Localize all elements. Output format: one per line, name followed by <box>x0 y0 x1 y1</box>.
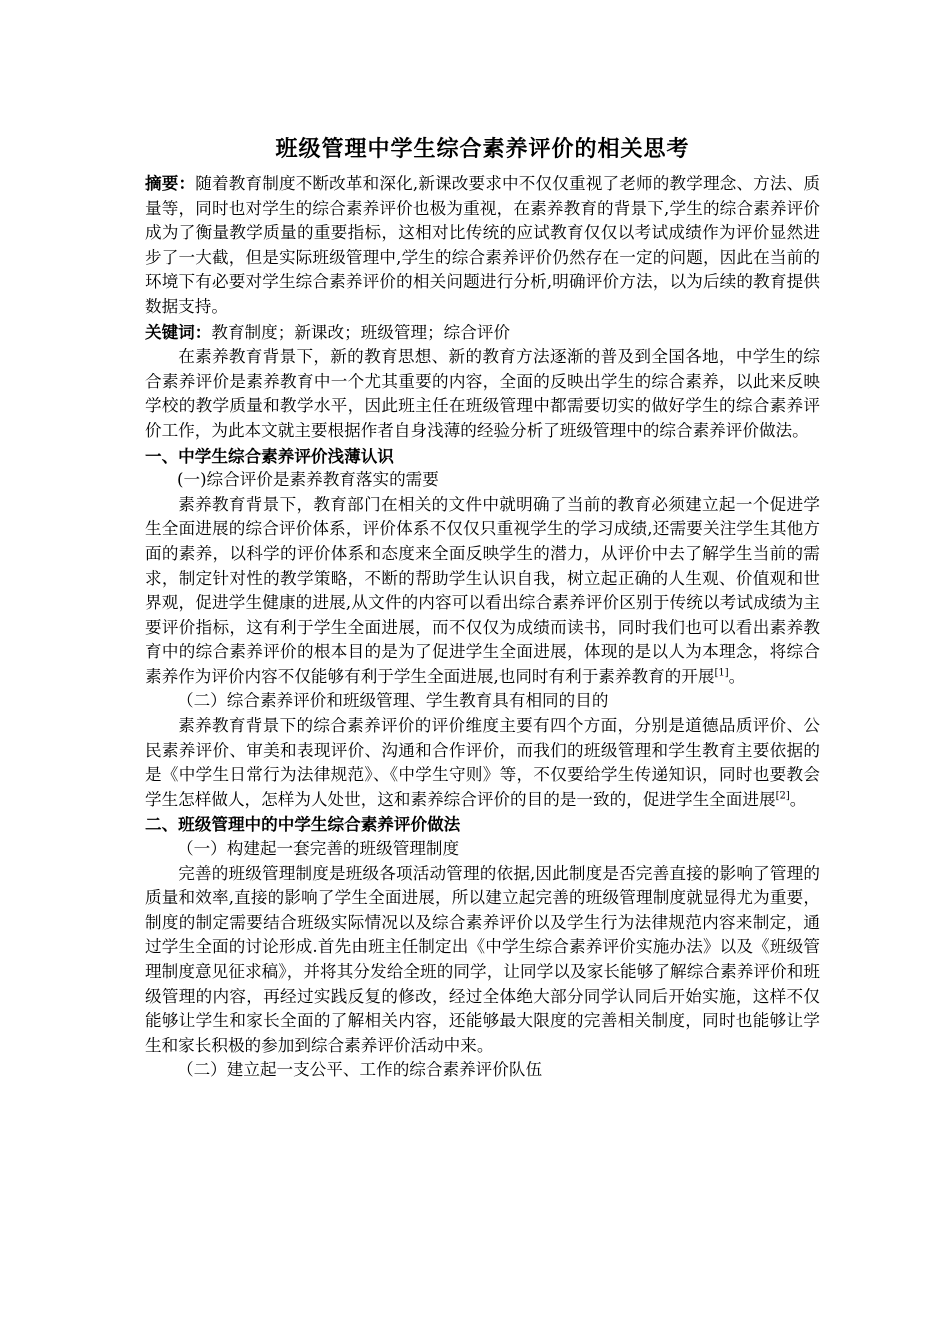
sentence-end: 。 <box>789 789 807 809</box>
sentence-end: 。 <box>728 666 746 686</box>
abstract-paragraph <box>145 171 820 320</box>
citation-ref: [2] <box>775 790 790 802</box>
subsection-heading-2-2: （二）建立起一支公平、工作的综合素养评价队伍 <box>177 1060 543 1080</box>
subsection-heading-1-1: (一)综合评价是素养教育落实的需要 <box>177 470 439 490</box>
body-text: 素养教育背景下，教育部门在相关的文件中就明确了当前的教育必须建立起一个促进学生全面进展的综合评价体系，评价体系不仅仅只重视学生的学习成绩,还需要关注学生其他方面的素养，以科学的评价体系和态度来全面反映学生的潜力，从评价中去了解学生当前的需求，制定针对性的教学策略，不断的帮助学生认识自我，树立起正确的人生观、价值观和世界观，促进学生健康的进展,从文件的内容可以看出综合素养评价区别于传统以考试成绩为主要评价指标，这有利于学生全面进展，而不仅仅为成绩而读书，同时我们也可以看出素养教育中的综合素养评价的根本目的是为了促进学生全面进展，体现的是以人为本理念，将综合素养作为评价内容不仅能够有利于学生全面进展,也同时有利于素养教育的开展 <box>145 494 820 686</box>
section-heading-1: 一、中学生综合素养评价浅薄认识 <box>145 445 394 466</box>
abstract-text: 随着教育制度不断改革和深化,新课改要求中不仅仅重视了老师的教学理念、方法、质量等，同时也对学生的综合素养评价也极为重视，在素养教育的背景下,学生的综合素养评价成为了衡量教学质量的重要指标，这相对比传统的应试教育仅仅以考试成绩作为评价显然进步了一大截，但是实际班级管理中,学生的综合素养评价仍然存在一定的问题，因此在当前的环境下有必要对学生综合素养评价的相关问题进行分析,明确评价方法，以为后续的教育提供数据支持。 <box>145 174 820 316</box>
intro-paragraph: 在素养教育背景下，新的教育思想、新的教育方法逐渐的普及到全国各地，中学生的综合素养评价是素养教育中一个尤其重要的内容，全面的反映出学生的综合素养，以此来反映学校的教学质量和教学水平，因此班主任在班级管理中都需要切实的做好学生的综合素养评价工作，为此本文就主要根据作者自身浅薄的经验分析了班级管理中的综合素养评价做法。 <box>145 347 820 440</box>
document-title: 班级管理中学生综合素养评价的相关思考 <box>275 136 690 162</box>
keywords-paragraph <box>145 320 820 346</box>
keywords-text: 教育制度；新课改；班级管理；综合评价 <box>211 322 511 342</box>
subsection-heading-2-1: （一）构建起一套完善的班级管理制度 <box>177 839 460 859</box>
citation-ref: [1] <box>714 667 729 679</box>
body-text: 素养教育背景下的综合素养评价的评价维度主要有四个方面，分别是道德品质评价、公民素养评价、审美和表现评价、沟通和合作评价，而我们的班级管理和学生教育主要依据的是《中学生日常行为法律规范》、《中学生守则》等，不仅要给学生传递知识，同时也要教会学生怎样做人，怎样为人处世，这和素养综合评价的目的是一致的，促进学生全面进展 <box>145 716 820 809</box>
body-paragraph-1-1 <box>145 493 820 690</box>
body-paragraph-1-2 <box>145 714 820 812</box>
body-paragraph-2-1: 完善的班级管理制度是班级各项活动管理的依据,因此制度是否完善直接的影响了管理的质量和效率,直接的影响了学生全面进展，所以建立起完善的班级管理制度就显得尤为重要，制度的制定需要结合班级实际情况以及综合素养评价以及学生行为法律规范内容来制定，通过学生全面的讨论形成.首先由班主任制定出《中学生综合素养评价实施办法》以及《班级管理制度意见征求稿》，并将其分发给全班的同学，让同学以及家长能够了解综合素养评价和班级管理的内容，再经过实践反复的修改，经过全体绝大部分同学认同后开始实施，这样不仅能够让学生和家长全面的了解相关内容，还能够最大限度的完善相关制度，同时也能够让学生和家长积极的参加到综合素养评价活动中来。 <box>145 863 820 1055</box>
abstract-label: 摘要： <box>145 173 196 193</box>
keywords-label: 关键词： <box>145 321 212 342</box>
section-heading-2: 二、班级管理中的中学生综合素养评价做法 <box>145 814 461 835</box>
document-page <box>145 133 820 1083</box>
subsection-heading-1-2: （二）综合素养评价和班级管理、学生教育具有相同的目的 <box>177 691 609 711</box>
